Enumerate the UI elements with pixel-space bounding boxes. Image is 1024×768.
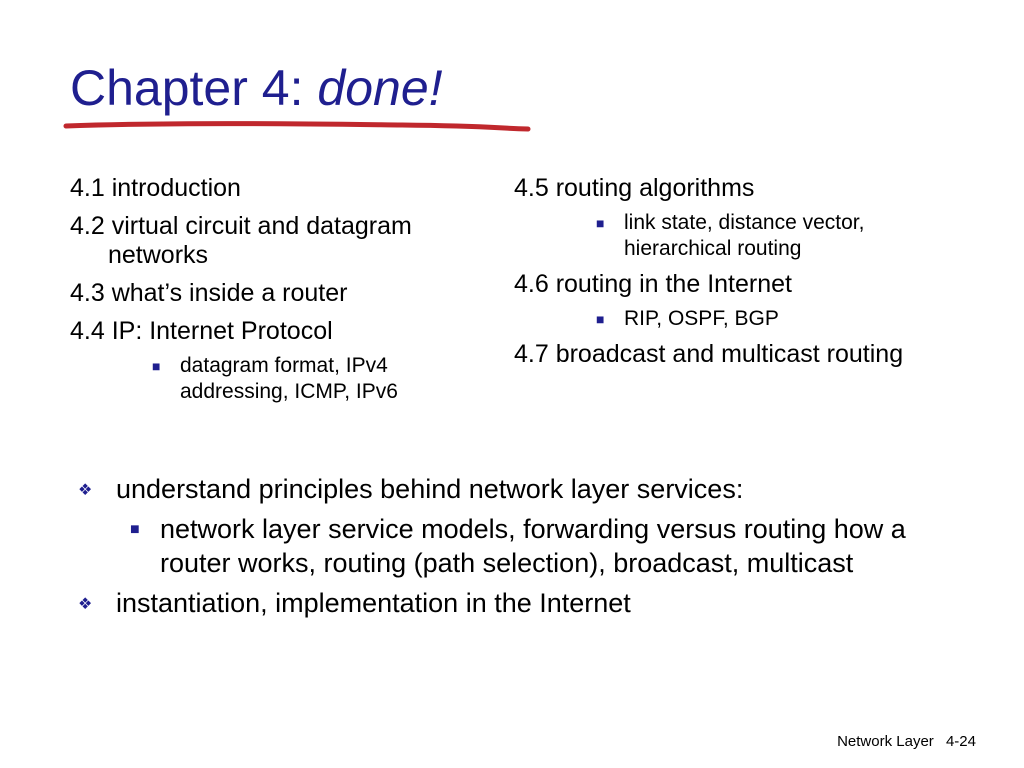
right-column <box>514 174 954 378</box>
toc-item-4-4: 4.4 IP: Internet Protocol <box>70 317 333 345</box>
toc-subitem-4-4 <box>152 353 490 405</box>
subitem-text: link state, distance vector, hierarchical routing <box>624 211 865 260</box>
toc-item-4-3: 4.3 what’s inside a router <box>70 279 348 307</box>
toc-item-4-2: 4.2 virtual circuit and datagram networks <box>70 212 412 269</box>
subitem-text: RIP, OSPF, BGP <box>624 307 779 330</box>
left-column <box>70 174 490 413</box>
summary-point-1-text: understand principles behind network layer services: <box>116 474 744 504</box>
diamond-bullet-icon: ❖ <box>78 482 93 499</box>
square-bullet-icon: ■ <box>152 358 161 374</box>
square-bullet-icon: ■ <box>596 311 605 327</box>
toc-item-4-7: 4.7 broadcast and multicast routing <box>514 340 904 368</box>
toc-subitem-4-5 <box>596 210 954 262</box>
subitem-text: datagram format, IPv4 addressing, ICMP, IPv6 <box>180 354 398 403</box>
slide-title <box>70 58 443 118</box>
summary-list <box>78 472 978 626</box>
title-text: Chapter 4: <box>70 60 304 116</box>
title-underline <box>62 118 532 138</box>
summary-point-1 <box>78 472 978 506</box>
toc-item-4-1: 4.1 introduction <box>70 174 241 202</box>
summary-point-2-text: instantiation, implementation in the Internet <box>116 588 631 618</box>
page-number: 4-24 <box>945 733 976 750</box>
slide-footer <box>829 733 976 750</box>
square-bullet-icon: ■ <box>596 215 605 231</box>
toc-item-4-6: 4.6 routing in the Internet <box>514 270 792 298</box>
footer-label: Network Layer <box>837 733 934 750</box>
summary-point-2 <box>78 586 978 620</box>
square-bullet-icon: ■ <box>130 521 140 538</box>
toc-item-4-5: 4.5 routing algorithms <box>514 174 755 202</box>
summary-subpoint-1 <box>130 512 978 580</box>
title-emphasis: done! <box>317 60 443 116</box>
toc-subitem-4-6 <box>596 306 954 332</box>
summary-subpoint-1-text: network layer service models, forwarding versus routing how a router works, routing (path selection), broadcast, multicast <box>160 514 906 578</box>
diamond-bullet-icon: ❖ <box>78 596 93 613</box>
